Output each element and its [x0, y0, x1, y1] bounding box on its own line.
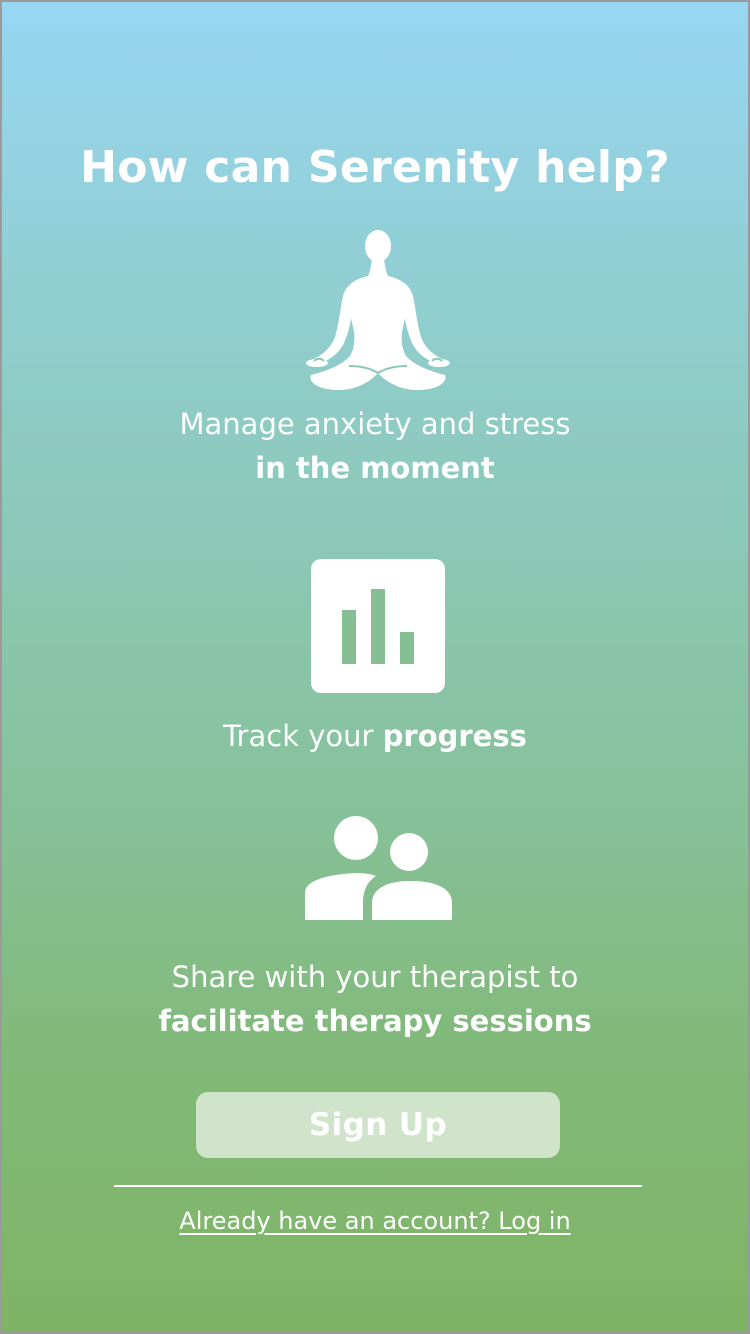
people-icon	[302, 814, 454, 922]
feature-share-therapist-line2: facilitate therapy sessions	[158, 1004, 592, 1038]
sign-up-button[interactable]: Sign Up	[196, 1092, 560, 1158]
feature-track-progress-highlight: progress	[382, 719, 527, 753]
feature-manage-anxiety-line1: Manage anxiety and stress	[179, 407, 571, 441]
feature-manage-anxiety	[2, 402, 748, 490]
divider	[114, 1185, 642, 1187]
feature-track-progress	[2, 714, 748, 758]
feature-share-therapist	[2, 955, 748, 1043]
bar-chart-icon	[311, 559, 445, 693]
meditation-icon	[297, 230, 459, 392]
page-title: How can Serenity help?	[80, 142, 670, 193]
feature-share-therapist-line1: Share with your therapist to	[171, 960, 579, 994]
feature-manage-anxiety-line2: in the moment	[255, 451, 495, 485]
feature-track-progress-prefix: Track your	[223, 719, 383, 753]
login-link[interactable]: Already have an account? Log in	[179, 1207, 571, 1235]
